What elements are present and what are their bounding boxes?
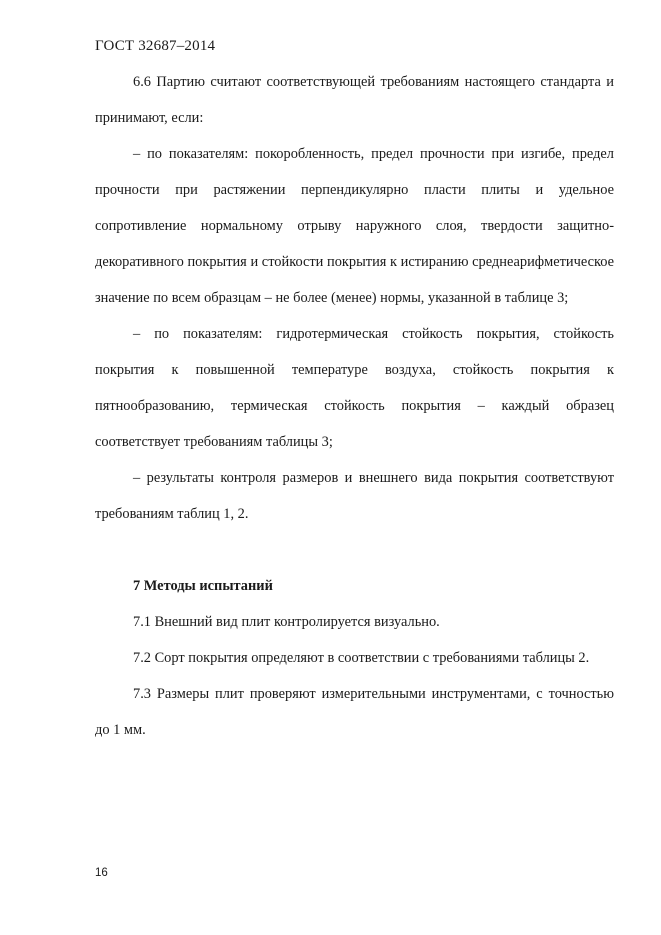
document-code-header: ГОСТ 32687–2014 <box>95 38 216 54</box>
section-spacer <box>95 532 614 568</box>
section-7-heading: 7 Методы испытаний <box>133 578 273 594</box>
page-number: 16 <box>95 867 108 879</box>
paragraph-dash-3: – результаты контроля размеров и внешнего вида покрытия соответствуют требованиям таблиц 1, 2. <box>95 470 614 522</box>
paragraph-7-1: 7.1 Внешний вид плит контролируется визуально. <box>133 614 440 630</box>
paragraph-dash-2: – по показателям: гидротермическая стойкость покрытия, стойкость покрытия к повышенной температуре воздуха, стойкость покрытия к пятнообразованию, термическая стойкость покрытия – каждый образец соответствует требованиям таблицы 3; <box>95 326 614 450</box>
paragraph-7-2: 7.2 Сорт покрытия определяют в соответствии с требованиями таблицы 2. <box>133 650 590 666</box>
paragraph-dash-1: – по показателям: покоробленность, предел прочности при изгибе, предел прочности при растяжении перпендикулярно пласти плиты и удельное сопротивление нормальному отрыву наружного слоя, твердости защитно-декоративного покрытия и стойкости покрытия к истиранию среднеарифметическое значение по всем образцам – не более (менее) нормы, указанной в таблице 3; <box>95 146 614 306</box>
paragraph-6-6: 6.6 Партию считают соответствующей требованиям настоящего стандарта и принимают, если: <box>95 74 614 126</box>
document-body <box>95 64 614 748</box>
paragraph-7-3: 7.3 Размеры плит проверяют измерительными инструментами, с точностью до 1 мм. <box>95 686 614 738</box>
